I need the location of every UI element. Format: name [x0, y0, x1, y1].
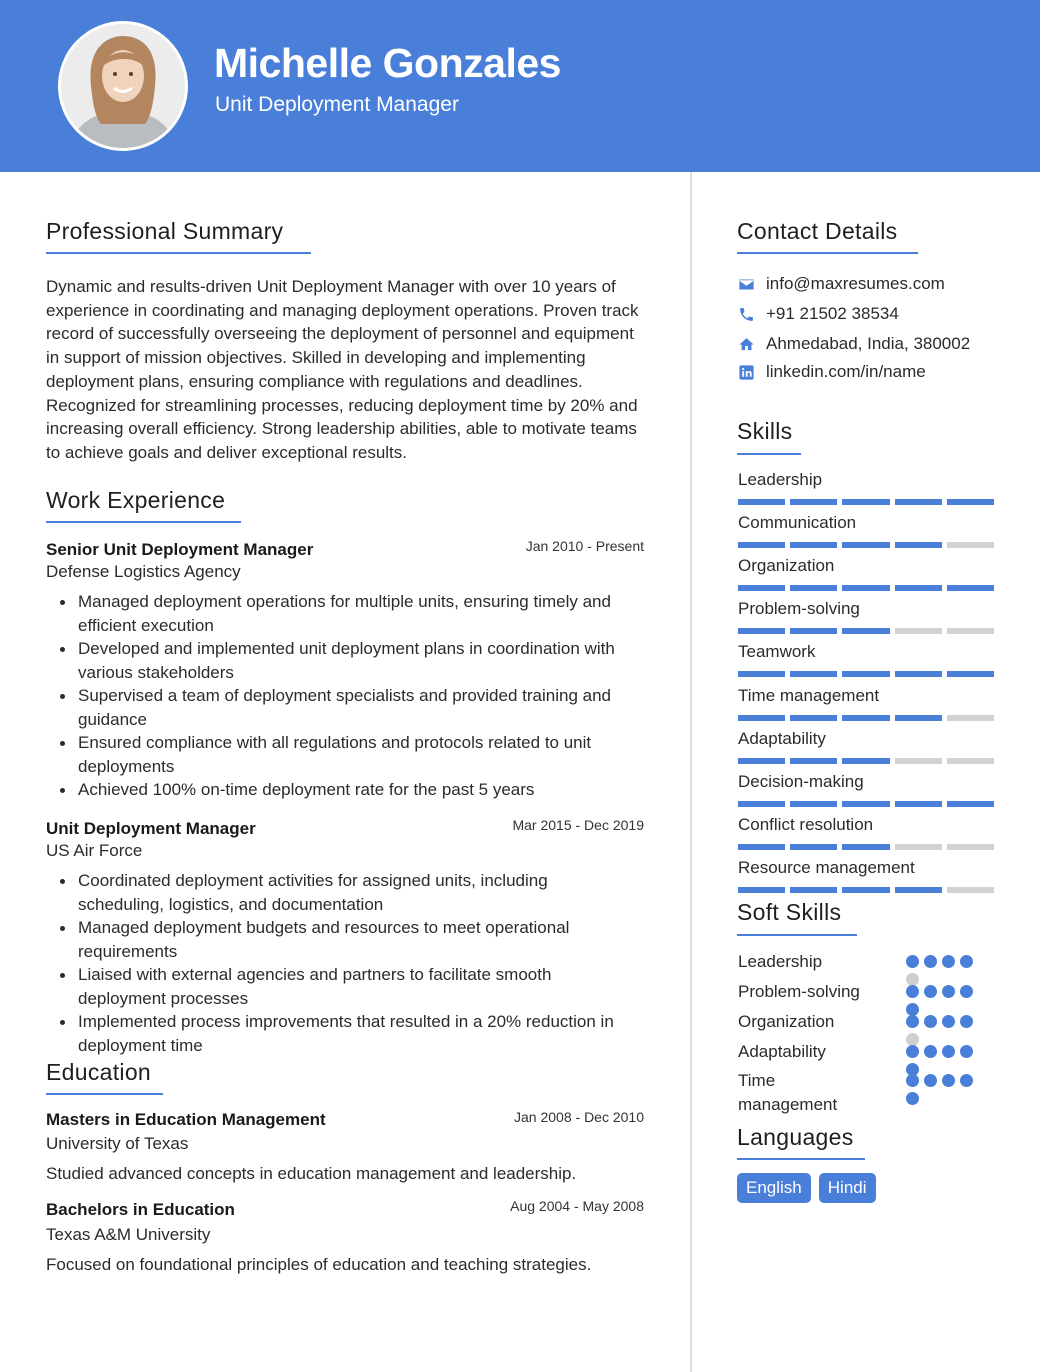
skill-level-segment [895, 671, 942, 677]
education-heading: Education [46, 1059, 151, 1085]
skill-level-segment [738, 542, 785, 548]
skill-name: Teamwork [738, 642, 816, 661]
rating-dot [960, 1074, 973, 1087]
skill-level-segment [895, 715, 942, 721]
skill-level-segment [895, 844, 942, 850]
summary-text: Dynamic and results-driven Unit Deployment Manager with over 10 years of experience in coordinating and managing deployment operations. Proven track record of successfully overseeing the deployment of personnel and equipment in support of mission objectives. Skilled in developing and implementing deployment plans, ensuring compliance with regulations and deadlines. Recognized for streamlining processes, reducing deployment time by 20% and increasing overall efficiency. Strong leadership abilities, able to motivate teams to achieve goals and deliver exceptional results. [46, 277, 639, 462]
contact-email[interactable] [737, 274, 945, 294]
skill-level-bar [738, 542, 994, 548]
soft-skill-rating [906, 1045, 986, 1059]
skill-name: Leadership [738, 470, 823, 489]
skill-level-bar [738, 628, 994, 634]
list-item: Coordinated deployment activities for assigned units, including scheduling, logistics, and documentation [46, 869, 636, 916]
skill-level-segment [842, 499, 889, 505]
rating-dot [942, 985, 955, 998]
soft-skill-rating [906, 955, 986, 969]
skill-level-segment [947, 887, 994, 893]
skill-level-segment [895, 499, 942, 505]
skill-level-segment [738, 801, 785, 807]
skill-level-segment [895, 585, 942, 591]
languages-heading: Languages [737, 1124, 854, 1150]
skill-level-segment [790, 801, 837, 807]
job-title: Senior Unit Deployment Manager [46, 540, 314, 559]
contact-heading: Contact Details [737, 218, 898, 244]
avatar [58, 21, 188, 151]
rating-dot [924, 955, 937, 968]
skill-level-segment [895, 628, 942, 634]
skill-level-segment [842, 801, 889, 807]
job-organization: Defense Logistics Agency [46, 562, 241, 581]
skills-underline [737, 453, 801, 455]
skill-name: Adaptability [738, 729, 826, 748]
skill-level-segment [947, 715, 994, 721]
rating-dot [924, 1045, 937, 1058]
skill-level-segment [947, 671, 994, 677]
skill-level-bar [738, 585, 994, 591]
skill-level-segment [895, 801, 942, 807]
skill-level-segment [947, 758, 994, 764]
candidate-role: Unit Deployment Manager [215, 93, 459, 116]
skill-level-segment [842, 671, 889, 677]
rating-dot [960, 1015, 973, 1028]
skill-level-segment [842, 585, 889, 591]
soft-skill-rating [906, 1015, 986, 1029]
linkedin-icon [737, 363, 755, 381]
skill-level-segment [895, 542, 942, 548]
experience-heading: Work Experience [46, 487, 226, 513]
rating-dot [942, 1074, 955, 1087]
skill-level-segment [842, 628, 889, 634]
skill-name: Conflict resolution [738, 815, 874, 834]
language-badge: English [737, 1173, 811, 1203]
rating-dot [906, 1092, 919, 1105]
rating-dot [942, 1045, 955, 1058]
job-title: Unit Deployment Manager [46, 819, 256, 838]
skill-level-segment [738, 585, 785, 591]
home-icon [737, 335, 755, 353]
envelope-icon [737, 275, 755, 293]
soft-skill-name: Leadership [738, 952, 823, 971]
rating-dot [960, 955, 973, 968]
skill-level-segment [947, 844, 994, 850]
column-divider [690, 172, 692, 1372]
skill-level-segment [947, 801, 994, 807]
list-item: Managed deployment budgets and resources to meet operational requirements [46, 916, 636, 963]
rating-dot [906, 955, 919, 968]
education-school: Texas A&M University [46, 1225, 211, 1244]
rating-dot [942, 955, 955, 968]
rating-dot [942, 1015, 955, 1028]
rating-dot [924, 985, 937, 998]
skill-level-segment [738, 499, 785, 505]
list-item: Supervised a team of deployment specialists and provided training and guidance [46, 684, 636, 731]
skill-level-segment [947, 628, 994, 634]
rating-dot [906, 1015, 919, 1028]
skill-name: Decision-making [738, 772, 864, 791]
phone-icon [737, 305, 755, 323]
skill-name: Communication [738, 513, 857, 532]
skill-level-segment [790, 499, 837, 505]
soft-skill-rating [906, 1074, 986, 1088]
contact-underline [737, 252, 918, 254]
education-date: Aug 2004 - May 2008 [510, 1198, 644, 1214]
contact-phone[interactable] [737, 304, 899, 324]
skill-level-segment [947, 585, 994, 591]
skill-level-segment [790, 715, 837, 721]
experience-underline [46, 521, 241, 523]
job-date: Mar 2015 - Dec 2019 [512, 817, 644, 833]
skill-level-segment [738, 715, 785, 721]
soft-skill-name: Problem-solving [738, 982, 860, 1001]
rating-dot [906, 985, 919, 998]
skill-level-segment [790, 628, 837, 634]
skill-level-segment [947, 542, 994, 548]
contact-phone-text: +91 21502 38534 [766, 304, 899, 323]
skill-level-segment [790, 844, 837, 850]
soft-skills-underline [737, 934, 857, 936]
skill-level-segment [842, 715, 889, 721]
skill-level-segment [842, 542, 889, 548]
languages-list [737, 1173, 876, 1203]
resume-header [0, 0, 1040, 172]
rating-dot [924, 1074, 937, 1087]
education-school: University of Texas [46, 1134, 189, 1153]
skill-level-segment [895, 887, 942, 893]
skill-level-segment [738, 628, 785, 634]
skill-level-segment [790, 887, 837, 893]
soft-skill-name: Organization [738, 1012, 835, 1031]
skill-level-bar [738, 715, 994, 721]
skill-level-segment [738, 844, 785, 850]
skill-level-segment [842, 844, 889, 850]
skill-level-segment [790, 585, 837, 591]
contact-address-text: Ahmedabad, India, 380002 [766, 334, 971, 353]
skill-level-segment [790, 758, 837, 764]
skill-level-bar [738, 499, 994, 505]
skill-level-bar [738, 801, 994, 807]
skill-level-segment [738, 758, 785, 764]
job-bullets [46, 869, 636, 1057]
contact-linkedin-text: linkedin.com/in/name [766, 362, 926, 381]
rating-dot [960, 1045, 973, 1058]
rating-dot [960, 985, 973, 998]
skill-name: Organization [738, 556, 835, 575]
skills-heading: Skills [737, 418, 793, 444]
education-degree: Bachelors in Education [46, 1200, 235, 1219]
avatar-photo-icon [61, 24, 185, 148]
contact-linkedin[interactable] [737, 362, 926, 382]
skill-level-bar [738, 758, 994, 764]
candidate-name: Michelle Gonzales [214, 40, 561, 86]
skill-level-segment [842, 887, 889, 893]
summary-underline [46, 252, 311, 254]
skill-name: Problem-solving [738, 599, 860, 618]
list-item: Liaised with external agencies and partners to facilitate smooth deployment processes [46, 963, 636, 1010]
rating-dot [924, 1015, 937, 1028]
soft-skill-name: Adaptability [738, 1042, 826, 1061]
contact-email-text: info@maxresumes.com [766, 274, 945, 293]
soft-skill-name: Time management [738, 1071, 838, 1114]
soft-skill-rating [906, 985, 986, 999]
job-bullets [46, 590, 636, 802]
skill-name: Time management [738, 686, 880, 705]
education-description: Focused on foundational principles of education and teaching strategies. [46, 1255, 592, 1274]
language-badge: Hindi [819, 1173, 876, 1203]
education-underline [46, 1093, 163, 1095]
rating-dot [906, 1045, 919, 1058]
soft-skills-heading: Soft Skills [737, 899, 842, 925]
list-item: Ensured compliance with all regulations and protocols related to unit deployments [46, 731, 636, 778]
job-organization: US Air Force [46, 841, 143, 860]
skill-level-segment [842, 758, 889, 764]
skill-level-segment [790, 671, 837, 677]
list-item: Implemented process improvements that resulted in a 20% reduction in deployment time [46, 1010, 636, 1057]
skill-level-segment [738, 671, 785, 677]
skill-level-bar [738, 887, 994, 893]
skill-level-segment [947, 499, 994, 505]
rating-dot [906, 1074, 919, 1087]
skill-level-segment [895, 758, 942, 764]
languages-underline [737, 1158, 865, 1160]
skill-level-segment [738, 887, 785, 893]
education-date: Jan 2008 - Dec 2010 [514, 1109, 644, 1125]
summary-heading: Professional Summary [46, 218, 284, 244]
education-degree: Masters in Education Management [46, 1110, 326, 1129]
skill-name: Resource management [738, 858, 915, 877]
education-description: Studied advanced concepts in education management and leadership. [46, 1164, 577, 1183]
skill-level-bar [738, 671, 994, 677]
contact-address [737, 334, 970, 354]
list-item: Achieved 100% on-time deployment rate for the past 5 years [46, 778, 636, 802]
list-item: Managed deployment operations for multiple units, ensuring timely and efficient execution [46, 590, 636, 637]
list-item: Developed and implemented unit deployment plans in coordination with various stakeholders [46, 637, 636, 684]
skill-level-bar [738, 844, 994, 850]
job-date: Jan 2010 - Present [525, 538, 644, 554]
skill-level-segment [790, 542, 837, 548]
